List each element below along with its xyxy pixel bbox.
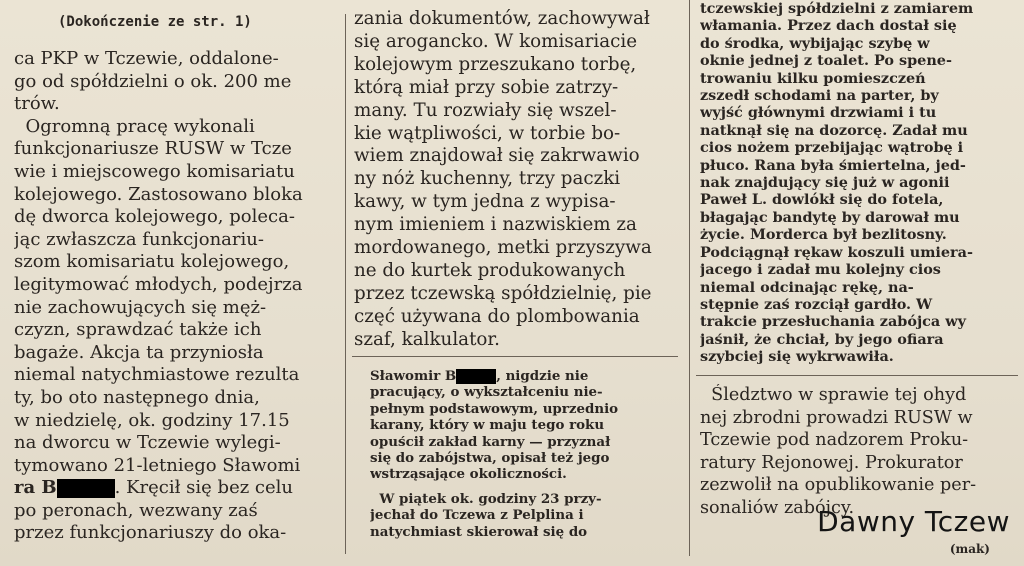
text-line: błagając bandytę by darował mu <box>700 208 960 226</box>
text-line: W piątek ok. godziny 23 przy- <box>370 490 602 507</box>
text-line: wiem znajdował się zakrwawio <box>354 145 640 167</box>
text-line: nej zbrodni prowadzi RUSW w <box>700 407 973 428</box>
column-divider <box>345 14 346 554</box>
text-line: oknie jednej z toalet. Po spene- <box>700 52 952 70</box>
text-line: wyjść głównymi drzwiami i tu <box>700 104 937 122</box>
column-2-inset <box>370 368 676 540</box>
text-fragment: , nigdzie nie <box>496 368 589 384</box>
text-line: many. Tu rozwiały się wszel- <box>354 99 617 121</box>
text-line: czyzn, sprawdzać także ich <box>14 319 262 341</box>
text-line: jacego i zadał mu kolejny cios <box>700 261 941 279</box>
text-fragment: tymowano 21-letniego Sławomi <box>14 454 301 476</box>
text-line <box>370 368 676 384</box>
column-divider <box>689 0 690 556</box>
text-fragment: . Kręcił się bez celu <box>114 477 294 499</box>
text-line: tczewskiej spółdzielni z zamiarem <box>700 0 974 17</box>
text-line: cios nożem przebijając wątrobę i <box>700 139 964 157</box>
text-line: częć używana do plombowania <box>354 305 640 327</box>
column-3 <box>700 0 1018 366</box>
text-line: płuco. Rana była śmiertelna, jed- <box>700 156 966 174</box>
text-line: życie. Morderca był bezlitosny. <box>700 226 947 244</box>
column-3-final <box>700 384 1018 520</box>
text-line: natychmiast skierował się do <box>370 523 588 540</box>
text-line: niemal natychmiastowe rezulta <box>14 364 300 386</box>
text-line <box>370 483 676 491</box>
text-line <box>14 477 332 500</box>
text-line: włamania. Przez dach dostał się <box>700 17 957 35</box>
text-line: opuścił zakład karny — przyznał <box>370 433 611 450</box>
column-1 <box>14 12 332 545</box>
text-line: trakcie przesłuchania zabójca wy <box>700 313 967 331</box>
author-byline: (mak) <box>949 542 990 556</box>
text-fragment: ra B <box>14 477 57 499</box>
text-line: kawy, w tym jedna z wypisa- <box>354 191 616 213</box>
text-line: trowaniu kilku pomieszczeń <box>700 69 926 87</box>
text-line: Śledztwo w sprawie tej ohyd <box>700 385 967 405</box>
text-line: zszedł schodami na parter, by <box>700 87 939 105</box>
text-line: jechał do Tczewa z Pelplina i <box>370 507 584 524</box>
text-line: po peronach, wezwany zaś <box>14 499 258 521</box>
text-line: stępnie zaś rozciął gardło. W <box>700 295 933 313</box>
text-line: mordowanego, metki przyszywa <box>354 237 652 259</box>
text-line: sonaliów zabójcy. <box>700 497 855 518</box>
text-line: Podciągnął rękaw koszuli umiera- <box>700 243 973 261</box>
text-line: go od spółdzielni o ok. 200 me <box>14 70 292 92</box>
column-2 <box>354 8 680 352</box>
watermark: Dawny Tczew <box>817 505 1010 538</box>
text-line: zania dokumentów, zachowywał <box>354 8 650 29</box>
text-line: ratury Rejonowej. Prokurator <box>700 452 963 473</box>
text-line: Ogromną pracę wykonali <box>14 115 255 137</box>
text-line: jąc zwłaszcza funkcjonariu- <box>14 228 264 250</box>
text-line: się arogancko. W komisariacie <box>354 30 638 52</box>
text-line: przez tczewską spółdzielnię, pie <box>354 282 652 304</box>
text-line: trów. <box>14 93 60 115</box>
text-line: się do zabójstwa, opisał też jego <box>370 450 610 467</box>
text-line: kolejowego. Zastosowano bloka <box>14 183 303 205</box>
text-line: nym imieniem i nazwiskiem za <box>354 214 637 236</box>
text-line: funkcjonariusze RUSW w Tcze <box>14 138 292 160</box>
text-line: zezwolił na opublikowanie per- <box>700 475 977 496</box>
text-line: ne do kurtek produkowanych <box>354 259 626 281</box>
text-line: nak znajdujący się już w agonii <box>700 174 950 192</box>
section-divider <box>696 375 1018 376</box>
text-line: wie i miejscowego komisariatu <box>14 160 295 182</box>
text-line: kolejowym przeszukano torbę, <box>354 53 637 75</box>
text-line: pracujący, o wykształceniu nie- <box>370 384 603 401</box>
text-line: szybciej się wykrwawiła. <box>700 348 894 366</box>
text-line: nie zachowujących się męż- <box>14 296 267 318</box>
text-line: Tczewie pod nadzorem Proku- <box>700 430 969 451</box>
redaction-bar <box>57 479 115 498</box>
text-line: dę dworca kolejowego, poleca- <box>14 206 295 228</box>
text-fragment: Sławomir B <box>370 368 457 384</box>
text-line: do środka, wybijając szybę w <box>700 34 930 52</box>
text-line: ca PKP w Tczewie, oddalone- <box>14 48 279 69</box>
text-line: na dworcu w Tczewie wylegi- <box>14 432 281 454</box>
text-line: wstrząsające okoliczności. <box>370 466 567 483</box>
text-line: którą miał przy sobie zatrzy- <box>354 76 619 98</box>
text-line <box>14 455 332 478</box>
text-line: pełnym podstawowym, uprzednio <box>370 400 619 417</box>
text-line: ty, bo oto następnego dnia, <box>14 386 260 408</box>
text-line: natknął się na dozorcę. Zadał mu <box>700 121 968 139</box>
text-line: przez funkcjonariuszy do oka- <box>14 522 287 544</box>
text-line: w niedzielę, ok. godziny 17.15 <box>14 409 290 431</box>
text-line: szom komisariatu kolejowego, <box>14 251 290 273</box>
text-line: Paweł L. dowlókł się do fotela, <box>700 191 944 209</box>
section-divider <box>352 356 678 357</box>
text-line: legitymować młodych, podejrza <box>14 273 303 295</box>
text-line: szaf, kalkulator. <box>354 328 500 350</box>
continuation-header: (Dokończenie ze str. 1) <box>58 14 252 30</box>
text-line: niemal odcinając rękę, na- <box>700 278 914 296</box>
text-line: ny nóż kuchenny, trzy paczki <box>354 168 621 190</box>
text-line: bagaże. Akcja ta przyniosła <box>14 341 264 363</box>
text-line: karany, który w maju tego roku <box>370 417 605 434</box>
redaction-bar <box>456 369 496 384</box>
text-line: kie wątpliwości, w torbie bo- <box>354 122 621 144</box>
text-line: jaśnił, że chciał, by jego ofiara <box>700 330 944 348</box>
